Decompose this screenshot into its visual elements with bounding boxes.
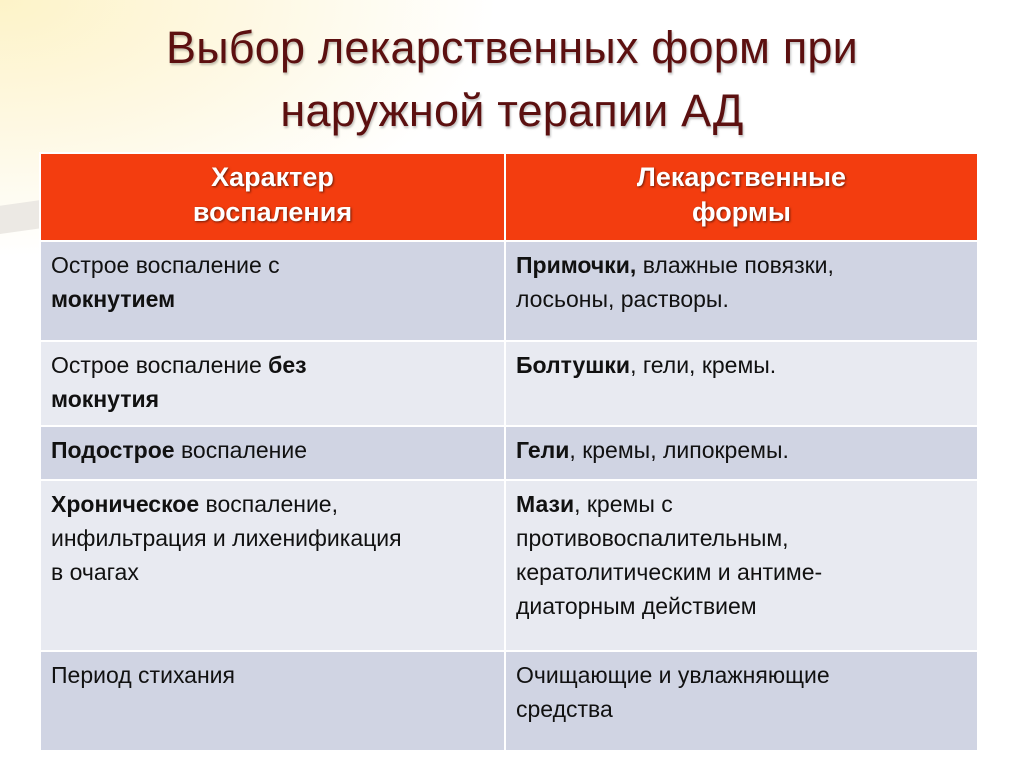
- cell-text: инфильтрация и лихенификация: [51, 525, 402, 551]
- cell-text-bold: мокнутия: [51, 386, 160, 412]
- header-inflammation-type: [40, 153, 505, 241]
- cell-forms: [505, 651, 978, 751]
- slide-title: [40, 16, 984, 142]
- table-row: [40, 341, 978, 426]
- table-row: [40, 651, 978, 751]
- cell-text-bold: Гели: [516, 437, 570, 463]
- cell-text-bold: Подострое: [51, 437, 175, 463]
- cell-inflammation: [40, 651, 505, 751]
- cell-forms: [505, 341, 978, 426]
- cell-inflammation: [40, 480, 505, 651]
- cell-text: Очищающие и увлажняющие: [516, 662, 830, 688]
- slide-title-line-2: наружной терапии АД: [280, 85, 744, 136]
- cell-text: в очагах: [51, 559, 139, 585]
- cell-text-bold: Хроническое: [51, 491, 200, 517]
- cell-text: лосьоны, растворы.: [516, 286, 729, 312]
- cell-text-bold: Мази: [516, 491, 575, 517]
- table-row: [40, 426, 978, 480]
- cell-inflammation: [40, 426, 505, 480]
- header-inflammation-type-line-1: Характер: [211, 162, 334, 192]
- cell-text: воспаление: [174, 437, 308, 463]
- cell-text: противовоспалительным,: [516, 525, 789, 551]
- table-header-row: [40, 153, 978, 241]
- cell-text: кератолитическим и антиме-: [516, 559, 823, 585]
- cell-forms: [505, 241, 978, 341]
- header-dosage-forms-line-2: формы: [692, 197, 791, 227]
- cell-text: Острое воспаление: [51, 352, 269, 378]
- cell-text: влажные повязки,: [636, 252, 834, 278]
- cell-text: воспаление,: [199, 491, 338, 517]
- header-dosage-forms-line-1: Лекарственные: [636, 162, 847, 192]
- cell-text-bold: без: [268, 352, 307, 378]
- cell-inflammation: [40, 341, 505, 426]
- cell-text: диаторным действием: [516, 593, 757, 619]
- dosage-forms-table: [39, 152, 979, 752]
- table-row: [40, 480, 978, 651]
- cell-text: , кремы, липокремы.: [569, 437, 789, 463]
- cell-text: Период стихания: [51, 662, 235, 688]
- slide-title-line-1: Выбор лекарственных форм при: [166, 22, 858, 73]
- cell-text: , гели, кремы.: [630, 352, 777, 378]
- cell-text-bold: Примочки,: [516, 252, 637, 278]
- cell-text-bold: мокнутием: [51, 286, 176, 312]
- header-inflammation-type-line-2: воспаления: [192, 197, 353, 227]
- table-row: [40, 241, 978, 341]
- cell-text: средства: [516, 696, 613, 722]
- cell-text: Острое воспаление с: [51, 252, 280, 278]
- cell-forms: [505, 426, 978, 480]
- header-dosage-forms: [505, 153, 978, 241]
- cell-text: , кремы с: [574, 491, 673, 517]
- cell-forms: [505, 480, 978, 651]
- cell-inflammation: [40, 241, 505, 341]
- cell-text-bold: Болтушки: [516, 352, 631, 378]
